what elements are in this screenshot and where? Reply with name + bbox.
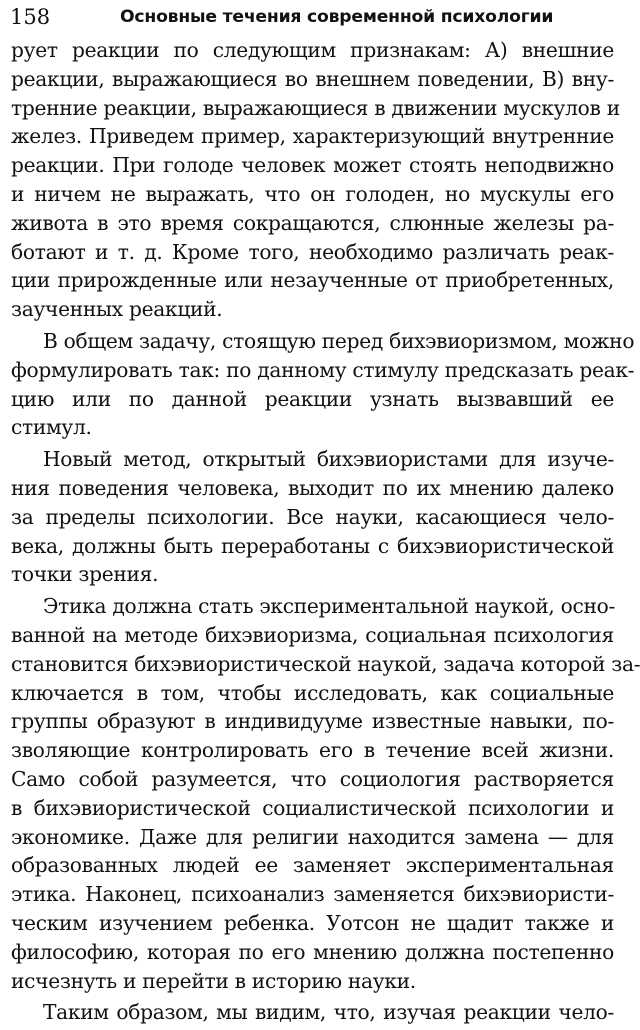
paragraph-behavior-reactions	[11, 36, 620, 324]
text-line: становится бихэвиористической наукой, задача которой за-	[11, 651, 640, 676]
page-number: 158	[10, 5, 51, 29]
text-line: стимул.	[11, 415, 92, 440]
paragraph-new-method	[11, 445, 614, 589]
paragraph-conclusion	[11, 998, 614, 1027]
text-line: ключается в том, чтобы исследовать, как социальные	[11, 680, 614, 705]
text-line: и ничем не выражать, что он голоден, но мускулы его	[11, 181, 614, 206]
text-line: века, должны быть переработаны с бихэвиористической	[11, 533, 614, 558]
text-line: формулировать так: по данному стимулу предсказать реак-	[11, 357, 635, 382]
text-line: Само собой разумеется, что социология растворяется	[11, 766, 614, 791]
text-line: ботают и т. д. Кроме того, необходимо различать реак-	[11, 239, 614, 264]
text-line: заученных реакций.	[11, 297, 223, 322]
text-line: ния поведения человека, выходит по их мнению далеко	[11, 475, 614, 500]
running-head	[10, 4, 615, 30]
text-line: ции прирожденные или незаученные от приобретенных,	[11, 268, 614, 293]
text-line: философию, которая по его мнению должна постепенно	[11, 939, 614, 964]
text-line: исчезнуть и перейти в историю науки.	[11, 968, 416, 993]
text-line: экономике. Даже для религии находится замена — для	[11, 824, 614, 849]
text-line: тренние реакции, выражающиеся в движении мускулов и	[11, 95, 620, 120]
text-line: рует реакции по следующим признакам: А) внешние	[11, 38, 614, 62]
text-line: желез. Приведем пример, характеризующий внутренние	[11, 124, 614, 149]
text-line: Таким образом, мы видим, что, изучая реакции чело-	[43, 1000, 614, 1025]
text-line: зволяющие контролировать его в течение всей жизни.	[11, 738, 614, 763]
text-line: Новый метод, открытый бихэвиористами для изуче-	[43, 447, 614, 472]
text-line: образованных людей ее заменяет экспериментальная	[11, 853, 614, 878]
text-line: реакции, выражающиеся во внешнем поведении, В) вну-	[11, 66, 614, 91]
text-line: ванной на методе бихэвиоризма, социальная психология	[11, 622, 614, 647]
text-line: цию или по данной реакции узнать вызвавший ее	[11, 386, 614, 411]
running-title: Основные течения современной психологии	[120, 7, 554, 27]
text-line: группы образуют в индивидууме известные навыки, по-	[11, 709, 614, 734]
paragraph-ethics	[11, 592, 640, 995]
text-line: этика. Наконец, психоанализ заменяется бихэвиористи-	[11, 882, 614, 907]
paragraph-behaviorism-task	[11, 327, 635, 442]
text-line: В общем задачу, стоящую перед бихэвиоризмом, можно	[43, 328, 635, 353]
text-line: Этика должна стать экспериментальной наукой, осно-	[43, 594, 616, 619]
text-line: точки зрения.	[11, 562, 159, 587]
text-line: в бихэвиористической социалистической психологии и	[11, 795, 614, 820]
text-line: живота в это время сокращаются, слюнные железы ра-	[11, 210, 614, 235]
text-line: за пределы психологии. Все науки, касающиеся чело-	[11, 504, 614, 529]
text-line: реакции. При голоде человек может стоять неподвижно	[11, 153, 614, 178]
text-line: ческим изучением ребенка. Уотсон не щадит также и	[11, 910, 614, 935]
body-text	[11, 36, 640, 1030]
